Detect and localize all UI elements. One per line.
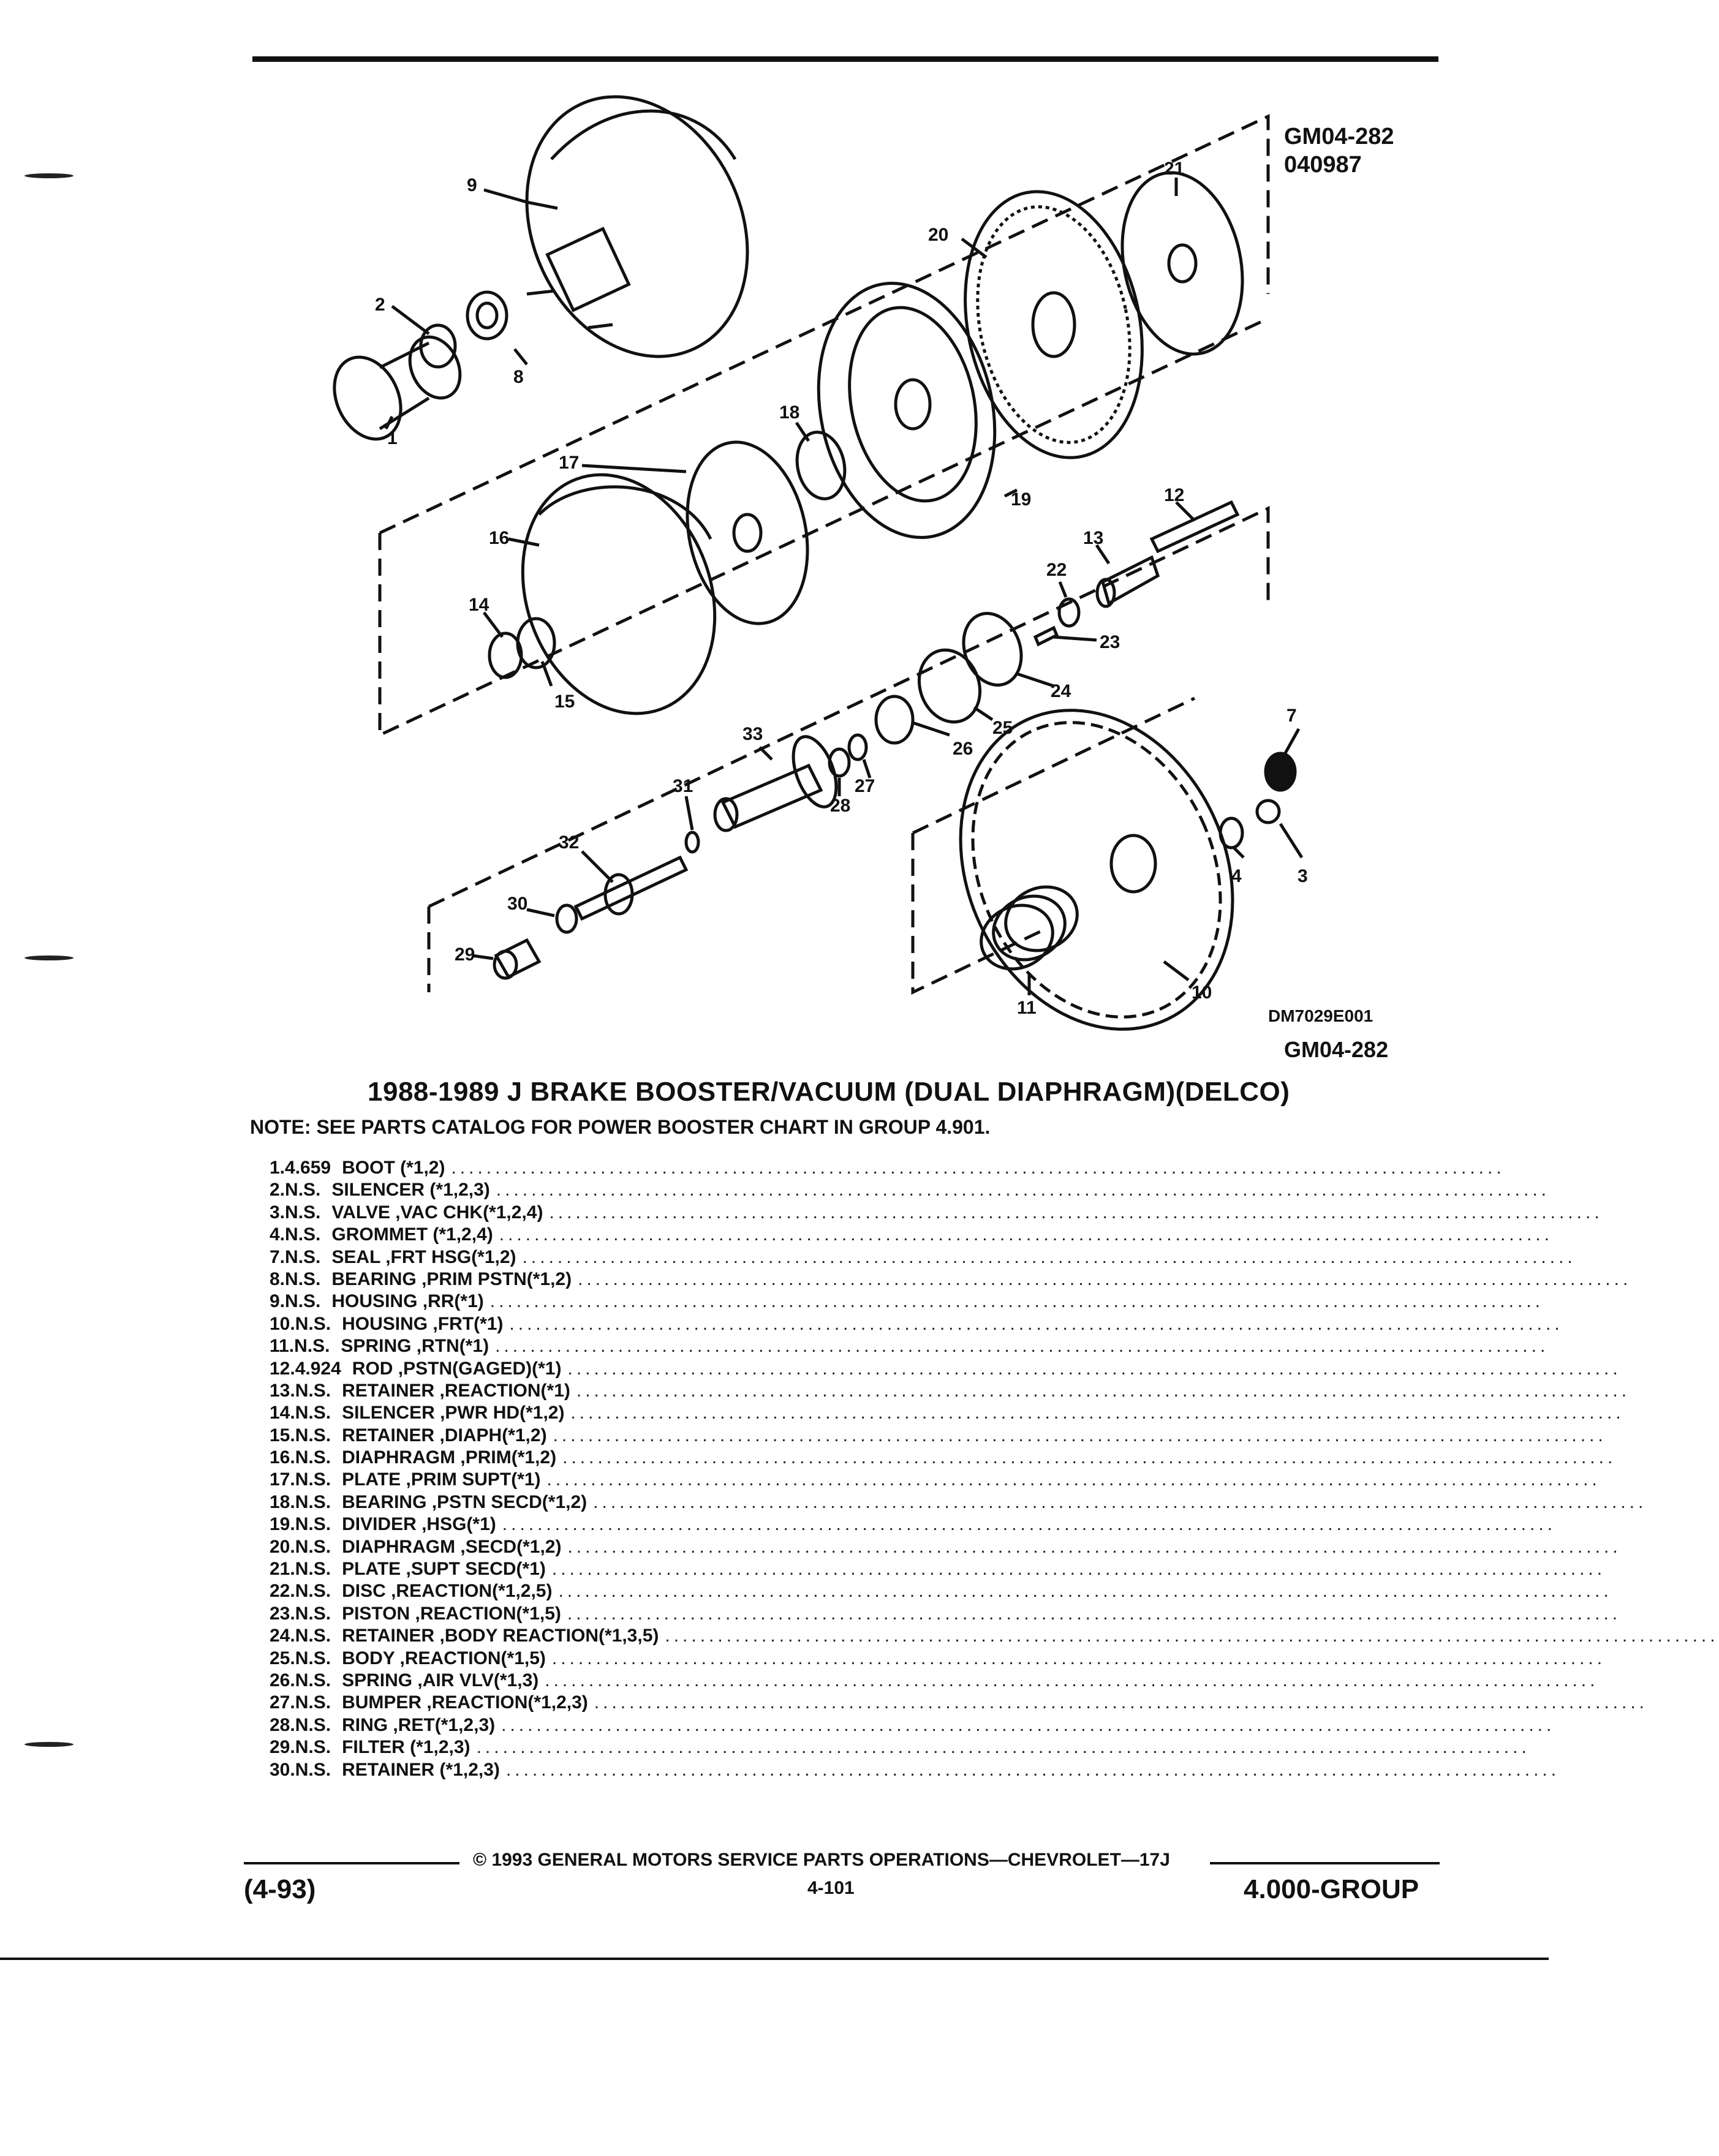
footer-rule-left — [244, 1862, 459, 1864]
part-row — [270, 1714, 1555, 1737]
leader-dots: ........................................................................................................................ — [549, 1202, 1603, 1223]
callout-29: 29 — [455, 944, 475, 965]
part-description: DIVIDER ,HSG(*1) — [342, 1514, 496, 1535]
callout-2: 2 — [375, 295, 385, 315]
callout-20: 20 — [928, 225, 949, 245]
copyright-line: © 1993 GENERAL MOTORS SERVICE PARTS OPERATIONS—CHEVROLET—17J — [473, 1850, 1170, 1870]
callout-16: 16 — [489, 528, 510, 548]
part-item-number: 4. — [270, 1224, 285, 1245]
part-catalog-number: N.S. — [285, 1224, 321, 1245]
part-description: RETAINER (*1,2,3) — [342, 1759, 500, 1780]
part-item-number: 21. — [270, 1559, 295, 1580]
part-catalog-number: N.S. — [295, 1380, 331, 1401]
part-description: VALVE ,VAC CHK(*1,2,4) — [331, 1202, 543, 1223]
part-description: SPRING ,RTN(*1) — [341, 1336, 489, 1357]
leader-dots: ........................................................................................................................ — [502, 1514, 1556, 1535]
part-item-number: 14. — [270, 1403, 295, 1423]
leader-dots: ........................................................................................................................ — [522, 1246, 1576, 1267]
part-row — [270, 1268, 1632, 1291]
part-item-number: 10. — [270, 1313, 295, 1334]
part-catalog-number: N.S. — [295, 1737, 331, 1758]
part-description: RETAINER ,REACTION(*1) — [342, 1380, 570, 1401]
part-item-number: 8. — [270, 1268, 285, 1289]
leader-dots: ........................................................................................................................ — [509, 1313, 1563, 1334]
part-item-number: 13. — [270, 1380, 295, 1401]
part-row — [270, 1158, 1505, 1180]
leader-dots: ........................................................................................................................ — [505, 1759, 1560, 1780]
part-description: DISC ,REACTION(*1,2,5) — [342, 1581, 553, 1602]
part-description: SILENCER (*1,2,3) — [331, 1180, 490, 1200]
part-catalog-number: N.S. — [295, 1403, 331, 1423]
part-description: BEARING ,PSTN SECD(*1,2) — [342, 1491, 587, 1512]
part-catalog-number: N.S. — [295, 1603, 331, 1624]
callout-10: 10 — [1192, 982, 1212, 1003]
part-row — [270, 1380, 1631, 1403]
part-row — [270, 1425, 1607, 1447]
part-description: PISTON ,REACTION(*1,5) — [342, 1603, 561, 1624]
part-row — [270, 1514, 1556, 1536]
part-item-number: 15. — [270, 1425, 295, 1446]
part-description: RING ,RET(*1,2,3) — [342, 1714, 496, 1735]
figure-code-bottom: GM04-282 — [1284, 1037, 1389, 1062]
part-description: RETAINER ,BODY REACTION(*1,3,5) — [342, 1626, 659, 1646]
callout-7: 7 — [1286, 706, 1297, 726]
part-description: PLATE ,SUPT SECD(*1) — [342, 1559, 546, 1580]
part-row — [270, 1692, 1648, 1714]
part-description: BOOT (*1,2) — [342, 1158, 445, 1178]
leader-dots: ........................................................................................................................ — [578, 1268, 1632, 1289]
part-item-number: 30. — [270, 1759, 295, 1780]
callout-18: 18 — [779, 402, 800, 423]
callout-3: 3 — [1298, 866, 1308, 886]
callout-31: 31 — [673, 776, 693, 796]
leader-dots: ........................................................................................................................ — [495, 1336, 1549, 1357]
exploded-diagram — [0, 0, 1549, 1078]
leader-dots: ........................................................................................................................ — [558, 1581, 1612, 1602]
part-description: HOUSING ,RR(*1) — [331, 1291, 484, 1312]
date-code: (4-93) — [244, 1874, 316, 1904]
leader-dots: ........................................................................................................................ — [594, 1692, 1648, 1713]
callout-26: 26 — [953, 739, 973, 759]
part-row — [270, 1670, 1599, 1692]
part-row — [270, 1603, 1622, 1626]
part-catalog-number: N.S. — [295, 1670, 331, 1691]
leader-dots: ........................................................................................................................ — [489, 1291, 1544, 1312]
leader-dots: ........................................................................................................................ — [551, 1648, 1606, 1668]
leader-dots: ........................................................................................................................ — [499, 1224, 1553, 1245]
part-description: ROD ,PSTN(GAGED)(*1) — [352, 1358, 562, 1379]
drawing-number: DM7029E001 — [1268, 1006, 1373, 1025]
part-catalog-number: N.S. — [295, 1648, 331, 1668]
part-catalog-number: N.S. — [295, 1559, 331, 1580]
part-row — [270, 1336, 1549, 1358]
part-row — [270, 1581, 1612, 1603]
part-row — [270, 1447, 1617, 1469]
leader-dots: ........................................................................................................................ — [551, 1559, 1606, 1580]
part-catalog-number: N.S. — [295, 1491, 331, 1512]
binder-mark-bottom — [25, 1742, 74, 1747]
part-catalog-number: N.S. — [294, 1336, 330, 1357]
leader-dots: ........................................................................................................................ — [570, 1403, 1625, 1423]
callout-12: 12 — [1164, 485, 1185, 505]
part-row — [270, 1536, 1622, 1559]
part-row — [270, 1469, 1601, 1491]
leader-dots: ........................................................................................................................ — [567, 1536, 1622, 1557]
part-item-number: 11. — [270, 1336, 295, 1357]
part-item-number: 12. — [270, 1358, 295, 1379]
part-catalog-number: N.S. — [285, 1268, 321, 1289]
leader-dots: ........................................................................................................................ — [567, 1603, 1622, 1624]
part-description: SEAL ,FRT HSG(*1,2) — [331, 1246, 516, 1267]
part-description: DIAPHRAGM ,SECD(*1,2) — [342, 1536, 562, 1557]
parts-list — [270, 1158, 1719, 1782]
part-item-number: 27. — [270, 1692, 295, 1713]
callout-14: 14 — [469, 595, 489, 615]
part-description: GROMMET (*1,2,4) — [331, 1224, 493, 1245]
part-item-number: 2. — [270, 1180, 285, 1200]
part-row — [270, 1737, 1530, 1759]
part-item-number: 28. — [270, 1714, 295, 1735]
callout-22: 22 — [1046, 560, 1067, 580]
leader-dots: ........................................................................................................................ — [476, 1737, 1530, 1758]
part-catalog-number: N.S. — [295, 1692, 331, 1713]
leader-dots: ........................................................................................................................ — [593, 1491, 1647, 1512]
callout-13: 13 — [1083, 528, 1104, 548]
part-description: BUMPER ,REACTION(*1,2,3) — [342, 1692, 588, 1713]
leader-dots: ........................................................................................................................ — [553, 1425, 1607, 1446]
part-catalog-number: N.S. — [285, 1202, 321, 1223]
page-number: 4-101 — [807, 1878, 855, 1898]
leader-dots: ........................................................................................................................ — [567, 1358, 1622, 1379]
callout-30: 30 — [507, 894, 528, 914]
part-description: FILTER (*1,2,3) — [342, 1737, 470, 1758]
part-item-number: 23. — [270, 1603, 295, 1624]
part-item-number: 19. — [270, 1514, 295, 1535]
part-description: DIAPHRAGM ,PRIM(*1,2) — [342, 1447, 557, 1468]
leader-dots: ........................................................................................................................ — [576, 1380, 1631, 1401]
leader-dots: ........................................................................................................................ — [496, 1180, 1550, 1200]
part-item-number: 18. — [270, 1491, 295, 1512]
leader-dots: ........................................................................................................................ — [451, 1158, 1505, 1178]
part-item-number: 22. — [270, 1581, 295, 1602]
part-item-number: 7. — [270, 1246, 285, 1267]
part-row — [270, 1291, 1544, 1313]
part-item-number: 17. — [270, 1469, 295, 1490]
callout-32: 32 — [559, 832, 580, 853]
part-description: PLATE ,PRIM SUPT(*1) — [342, 1469, 541, 1490]
part-row — [270, 1246, 1576, 1269]
part-item-number: 26. — [270, 1670, 295, 1691]
leader-dots: ........................................................................................................................ — [545, 1670, 1599, 1691]
part-item-number: 20. — [270, 1536, 295, 1557]
callout-15: 15 — [554, 692, 575, 712]
part-description: RETAINER ,DIAPH(*1,2) — [342, 1425, 547, 1446]
part-catalog-number: N.S. — [295, 1514, 331, 1535]
catalog-note: NOTE: SEE PARTS CATALOG FOR POWER BOOSTER CHART IN GROUP 4.901. — [250, 1116, 991, 1138]
callout-24: 24 — [1051, 681, 1071, 701]
part-description: BODY ,REACTION(*1,5) — [342, 1648, 546, 1668]
part-description: BEARING ,PRIM PSTN(*1,2) — [331, 1268, 572, 1289]
part-catalog-number: 4.924 — [295, 1358, 341, 1379]
part-catalog-number: N.S. — [295, 1447, 331, 1468]
part-item-number: 24. — [270, 1626, 295, 1646]
page-title: 1988-1989 J BRAKE BOOSTER/VACUUM (DUAL DIAPHRAGM)(DELCO) — [368, 1077, 1290, 1107]
part-row — [270, 1180, 1550, 1202]
callout-8: 8 — [513, 367, 524, 387]
callout-25: 25 — [992, 718, 1013, 738]
figure-code: GM04-282 — [1284, 124, 1394, 149]
part-item-number: 1. — [270, 1158, 285, 1178]
callout-9: 9 — [467, 175, 477, 195]
part-row — [270, 1224, 1553, 1246]
callout-labels — [375, 159, 1308, 1018]
part-item-number: 9. — [270, 1291, 285, 1312]
callout-33: 33 — [742, 724, 763, 744]
leader-dots: ........................................................................................................................ — [665, 1626, 1719, 1646]
part-row — [270, 1313, 1563, 1336]
footer-rule-right — [1210, 1862, 1440, 1864]
figure-date: 040987 — [1284, 152, 1362, 178]
part-catalog-number: N.S. — [295, 1759, 331, 1780]
leader-dots: ........................................................................................................................ — [546, 1469, 1601, 1490]
part-catalog-number: N.S. — [295, 1536, 331, 1557]
callout-21: 21 — [1164, 159, 1185, 179]
part-catalog-number: 4.659 — [285, 1158, 331, 1178]
part-description: SPRING ,AIR VLV(*1,3) — [342, 1670, 539, 1691]
part-row — [270, 1626, 1719, 1648]
part-catalog-number: N.S. — [285, 1180, 321, 1200]
part-description: SILENCER ,PWR HD(*1,2) — [342, 1403, 565, 1423]
part-row — [270, 1403, 1625, 1425]
part-row — [270, 1759, 1560, 1782]
callout-1: 1 — [387, 428, 398, 448]
callout-28: 28 — [830, 796, 851, 816]
part-catalog-number: N.S. — [295, 1425, 331, 1446]
part-item-number: 25. — [270, 1648, 295, 1668]
part-catalog-number: N.S. — [295, 1313, 331, 1334]
part-catalog-number: N.S. — [295, 1581, 331, 1602]
part-catalog-number: N.S. — [285, 1246, 321, 1267]
leader-dots: ........................................................................................................................ — [562, 1447, 1617, 1468]
part-description: HOUSING ,FRT(*1) — [342, 1313, 504, 1334]
part-item-number: 3. — [270, 1202, 285, 1223]
part-catalog-number: N.S. — [295, 1469, 331, 1490]
part-item-number: 29. — [270, 1737, 295, 1758]
part-catalog-number: N.S. — [285, 1291, 321, 1312]
part-item-number: 16. — [270, 1447, 295, 1468]
part-row — [270, 1491, 1647, 1514]
part-row — [270, 1202, 1603, 1224]
leader-dots: ........................................................................................................................ — [501, 1714, 1555, 1735]
part-row — [270, 1559, 1606, 1581]
group-label: 4.000-GROUP — [1244, 1874, 1419, 1904]
callout-23: 23 — [1100, 632, 1120, 652]
part-catalog-number: N.S. — [295, 1626, 331, 1646]
part-row — [270, 1648, 1606, 1670]
callout-11: 11 — [1017, 998, 1037, 1018]
part-row — [270, 1358, 1622, 1381]
part-catalog-number: N.S. — [295, 1714, 331, 1735]
callout-19: 19 — [1011, 489, 1032, 510]
page-bottom-rule — [0, 1958, 1549, 1960]
callout-4: 4 — [1231, 866, 1242, 886]
callout-27: 27 — [855, 776, 875, 796]
callout-17: 17 — [559, 453, 580, 473]
